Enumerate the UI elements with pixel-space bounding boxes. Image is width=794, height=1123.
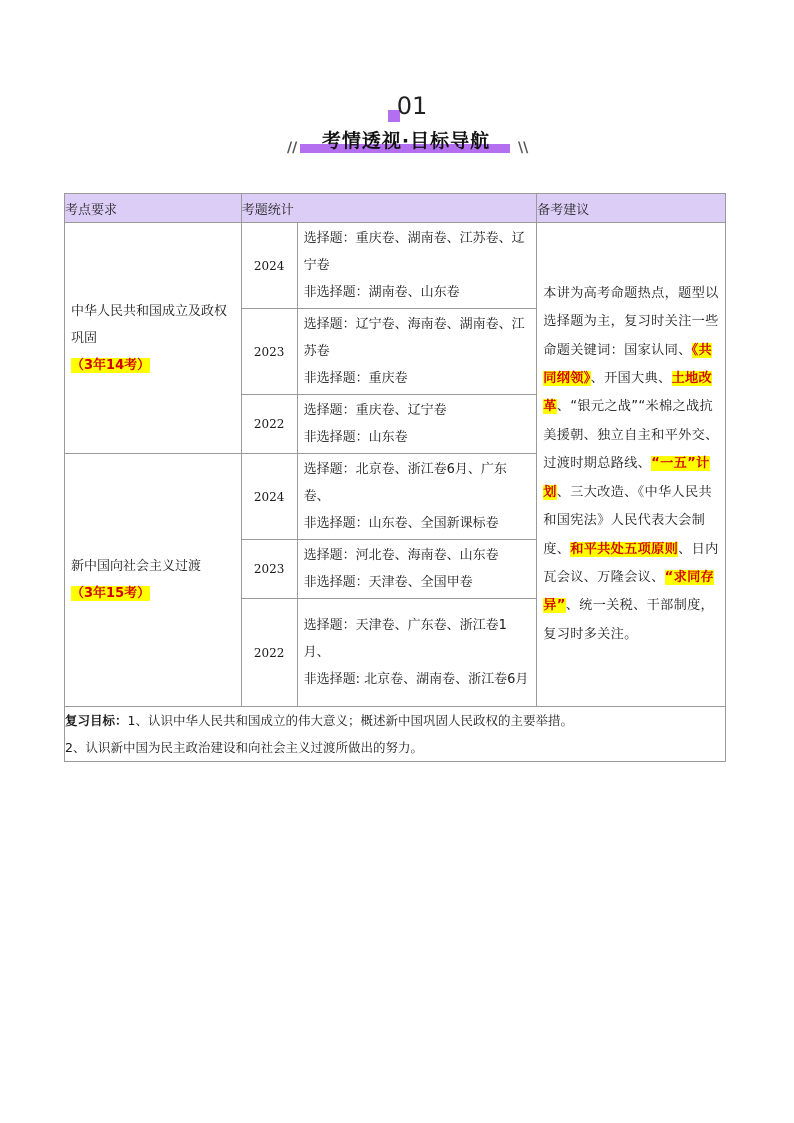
nonchoice-line: 非选择题：天津卷、全国甲卷 [303,575,473,590]
stat-cell [297,454,537,540]
advice-text: 、三大改造、《中华人民共和国宪法》人民代表大会制度、 [543,484,712,557]
choice-line: 选择题：重庆卷、湖南卷、江苏卷、辽宁卷 [303,231,525,273]
stat-cell [297,395,537,454]
year-cell: 2022 [241,395,297,454]
advice-highlight: 《共同纲领》 [543,342,712,387]
choice-line: 选择题：重庆卷、辽宁卷 [303,403,447,418]
advice-text: 、统一关税、干部制度，复习时多关注。 [543,598,715,642]
advice-highlight: “求同存异” [543,569,715,614]
advice-text: 本讲为高考命题热点，题型以选择题为主，复习时关注一些命题关键词：国家认同、 [543,285,719,358]
choice-line: 选择题：北京卷、浙江卷6月、广东卷、 [303,462,507,504]
stat-cell [297,309,537,395]
nonchoice-line: 非选择题: 北京卷、湖南卷、浙江卷6月 [303,672,529,687]
topic-cell [65,223,242,454]
advice-highlight: 土地改革 [543,371,712,415]
topic-cell [65,454,242,707]
year-cell: 2023 [241,309,297,395]
goal-line: 1、认识中华人民共和国成立的伟大意义；概述新中国巩固人民政权的主要举措。 [127,713,573,728]
nonchoice-line: 非选择题：山东卷、全国新课标卷 [303,516,499,531]
goal-line: 2、认识新中国为民主政治建设和向社会主义过渡所做出的努力。 [65,740,423,755]
goals-row [65,707,726,762]
section-title: 考情透视·目标导航 [321,130,491,152]
stat-cell [297,223,537,309]
topic-name: 中华人民共和国成立及政权巩固 [71,303,228,346]
goals-label: 复习目标： [65,713,128,728]
year-cell: 2024 [241,454,297,540]
advice-text: 、“银元之战”“米棉之战抗美援朝、独立自主和平外交、过渡时期总路线、 [543,399,719,472]
advice-text: 、开国大典、 [590,371,672,387]
year-cell: 2023 [241,540,297,599]
section-number: 01 [396,92,428,120]
choice-line: 选择题：河北卷、海南卷、山东卷 [303,548,499,563]
left-decoration: // [287,140,298,156]
nonchoice-line: 非选择题：重庆卷 [303,371,408,386]
choice-line: 选择题：天津卷、广东卷、浙江卷1月、 [303,618,507,660]
year-cell: 2024 [241,223,297,309]
header-requirement: 考点要求 [65,194,242,223]
header-statistics: 考题统计 [241,194,537,223]
choice-line: 选择题：辽宁卷、海南卷、湖南卷、江苏卷 [303,317,525,359]
topic-badge: （3年14考） [71,357,151,373]
advice-text: 、日内瓦会议、万隆会议、 [543,541,719,585]
right-decoration: \\ [518,140,529,156]
goals-cell [65,707,726,762]
stat-cell [297,540,537,599]
table-header-row [65,194,726,223]
exam-analysis-table [64,193,726,762]
topic-badge: （3年15考） [71,586,151,601]
advice-cell [537,223,726,707]
advice-highlight: “一五”计划 [543,456,710,500]
header-advice: 备考建议 [537,194,726,223]
advice-highlight: 和平共处五项原则 [570,541,679,557]
nonchoice-line: 非选择题：湖南卷、山东卷 [303,285,460,300]
topic-name: 新中国向社会主义过渡 [71,559,202,574]
stat-cell [297,599,537,707]
year-cell: 2022 [241,599,297,707]
table-row [65,223,726,309]
nonchoice-line: 非选择题：山东卷 [303,430,408,445]
